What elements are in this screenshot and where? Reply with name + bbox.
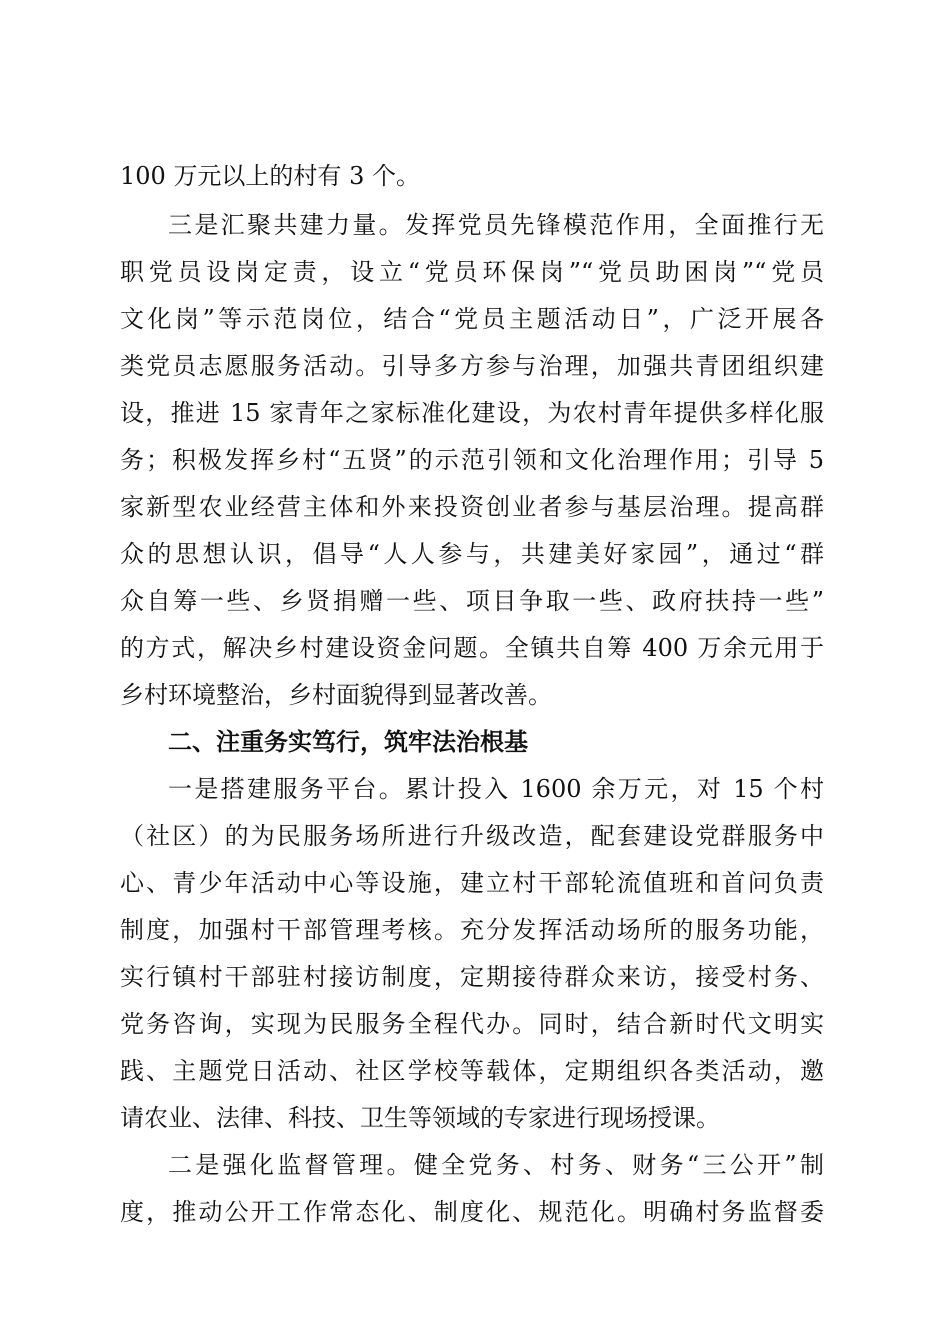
section-heading: 二、注重务实笃行，筑牢法治根基: [168, 728, 528, 756]
paragraph-first-line: 一是搭建服务平台。累计投入 1600 余万元，对 15 个村: [168, 775, 824, 803]
paragraph-first-line: 二是强化监督管理。健全党务、村务、财务“三公开”制: [168, 1151, 824, 1179]
text-line: 党务咨询，实现为民服务全程代办。同时，结合新时代文明实: [120, 1010, 824, 1038]
text-line: 的方式，解决乡村建设资金问题。全镇共自筹 400 万余元用于: [120, 634, 824, 662]
text-line: 设，推进 15 家青年之家标准化建设，为农村青年提供多样化服: [120, 399, 824, 427]
text-line: 制度，加强村干部管理考核。充分发挥活动场所的服务功能，: [120, 916, 824, 944]
text-line: 100 万元以上的村有 3 个。: [120, 162, 420, 190]
text-line: 职党员设岗定责，设立“党员环保岗”“党员助困岗”“党员: [120, 258, 824, 286]
text-line: 众自筹一些、乡贤捐赠一些、项目争取一些、政府扶持一些”: [120, 587, 824, 615]
text-line: 文化岗”等示范岗位，结合“党员主题活动日”，广泛开展各: [120, 305, 824, 333]
text-line: 务；积极发挥乡村“五贤”的示范引领和文化治理作用；引导 5: [120, 446, 824, 474]
text-line: 乡村环境整治，乡村面貌得到显著改善。: [120, 681, 552, 709]
text-line: 请农业、法律、科技、卫生等领域的专家进行现场授课。: [120, 1104, 720, 1132]
text-line: 众的思想认识，倡导“人人参与，共建美好家园”，通过“群: [120, 540, 824, 568]
text-line: 践、主题党日活动、社区学校等载体，定期组织各类活动，邀: [120, 1057, 824, 1085]
text-line: （社区）的为民服务场所进行升级改造，配套建设党群服务中: [120, 822, 824, 850]
text-line: 家新型农业经营主体和外来投资创业者参与基层治理。提高群: [120, 493, 824, 521]
paragraph-first-line: 三是汇聚共建力量。发挥党员先锋模范作用，全面推行无: [168, 211, 824, 239]
text-line: 心、青少年活动中心等设施，建立村干部轮流值班和首问负责: [120, 869, 824, 897]
text-line: 实行镇村干部驻村接访制度，定期接待群众来访，接受村务、: [120, 963, 824, 991]
text-line: 类党员志愿服务活动。引导多方参与治理，加强共青团组织建: [120, 352, 824, 380]
text-line: 度，推动公开工作常态化、制度化、规范化。明确村务监督委: [120, 1198, 824, 1226]
